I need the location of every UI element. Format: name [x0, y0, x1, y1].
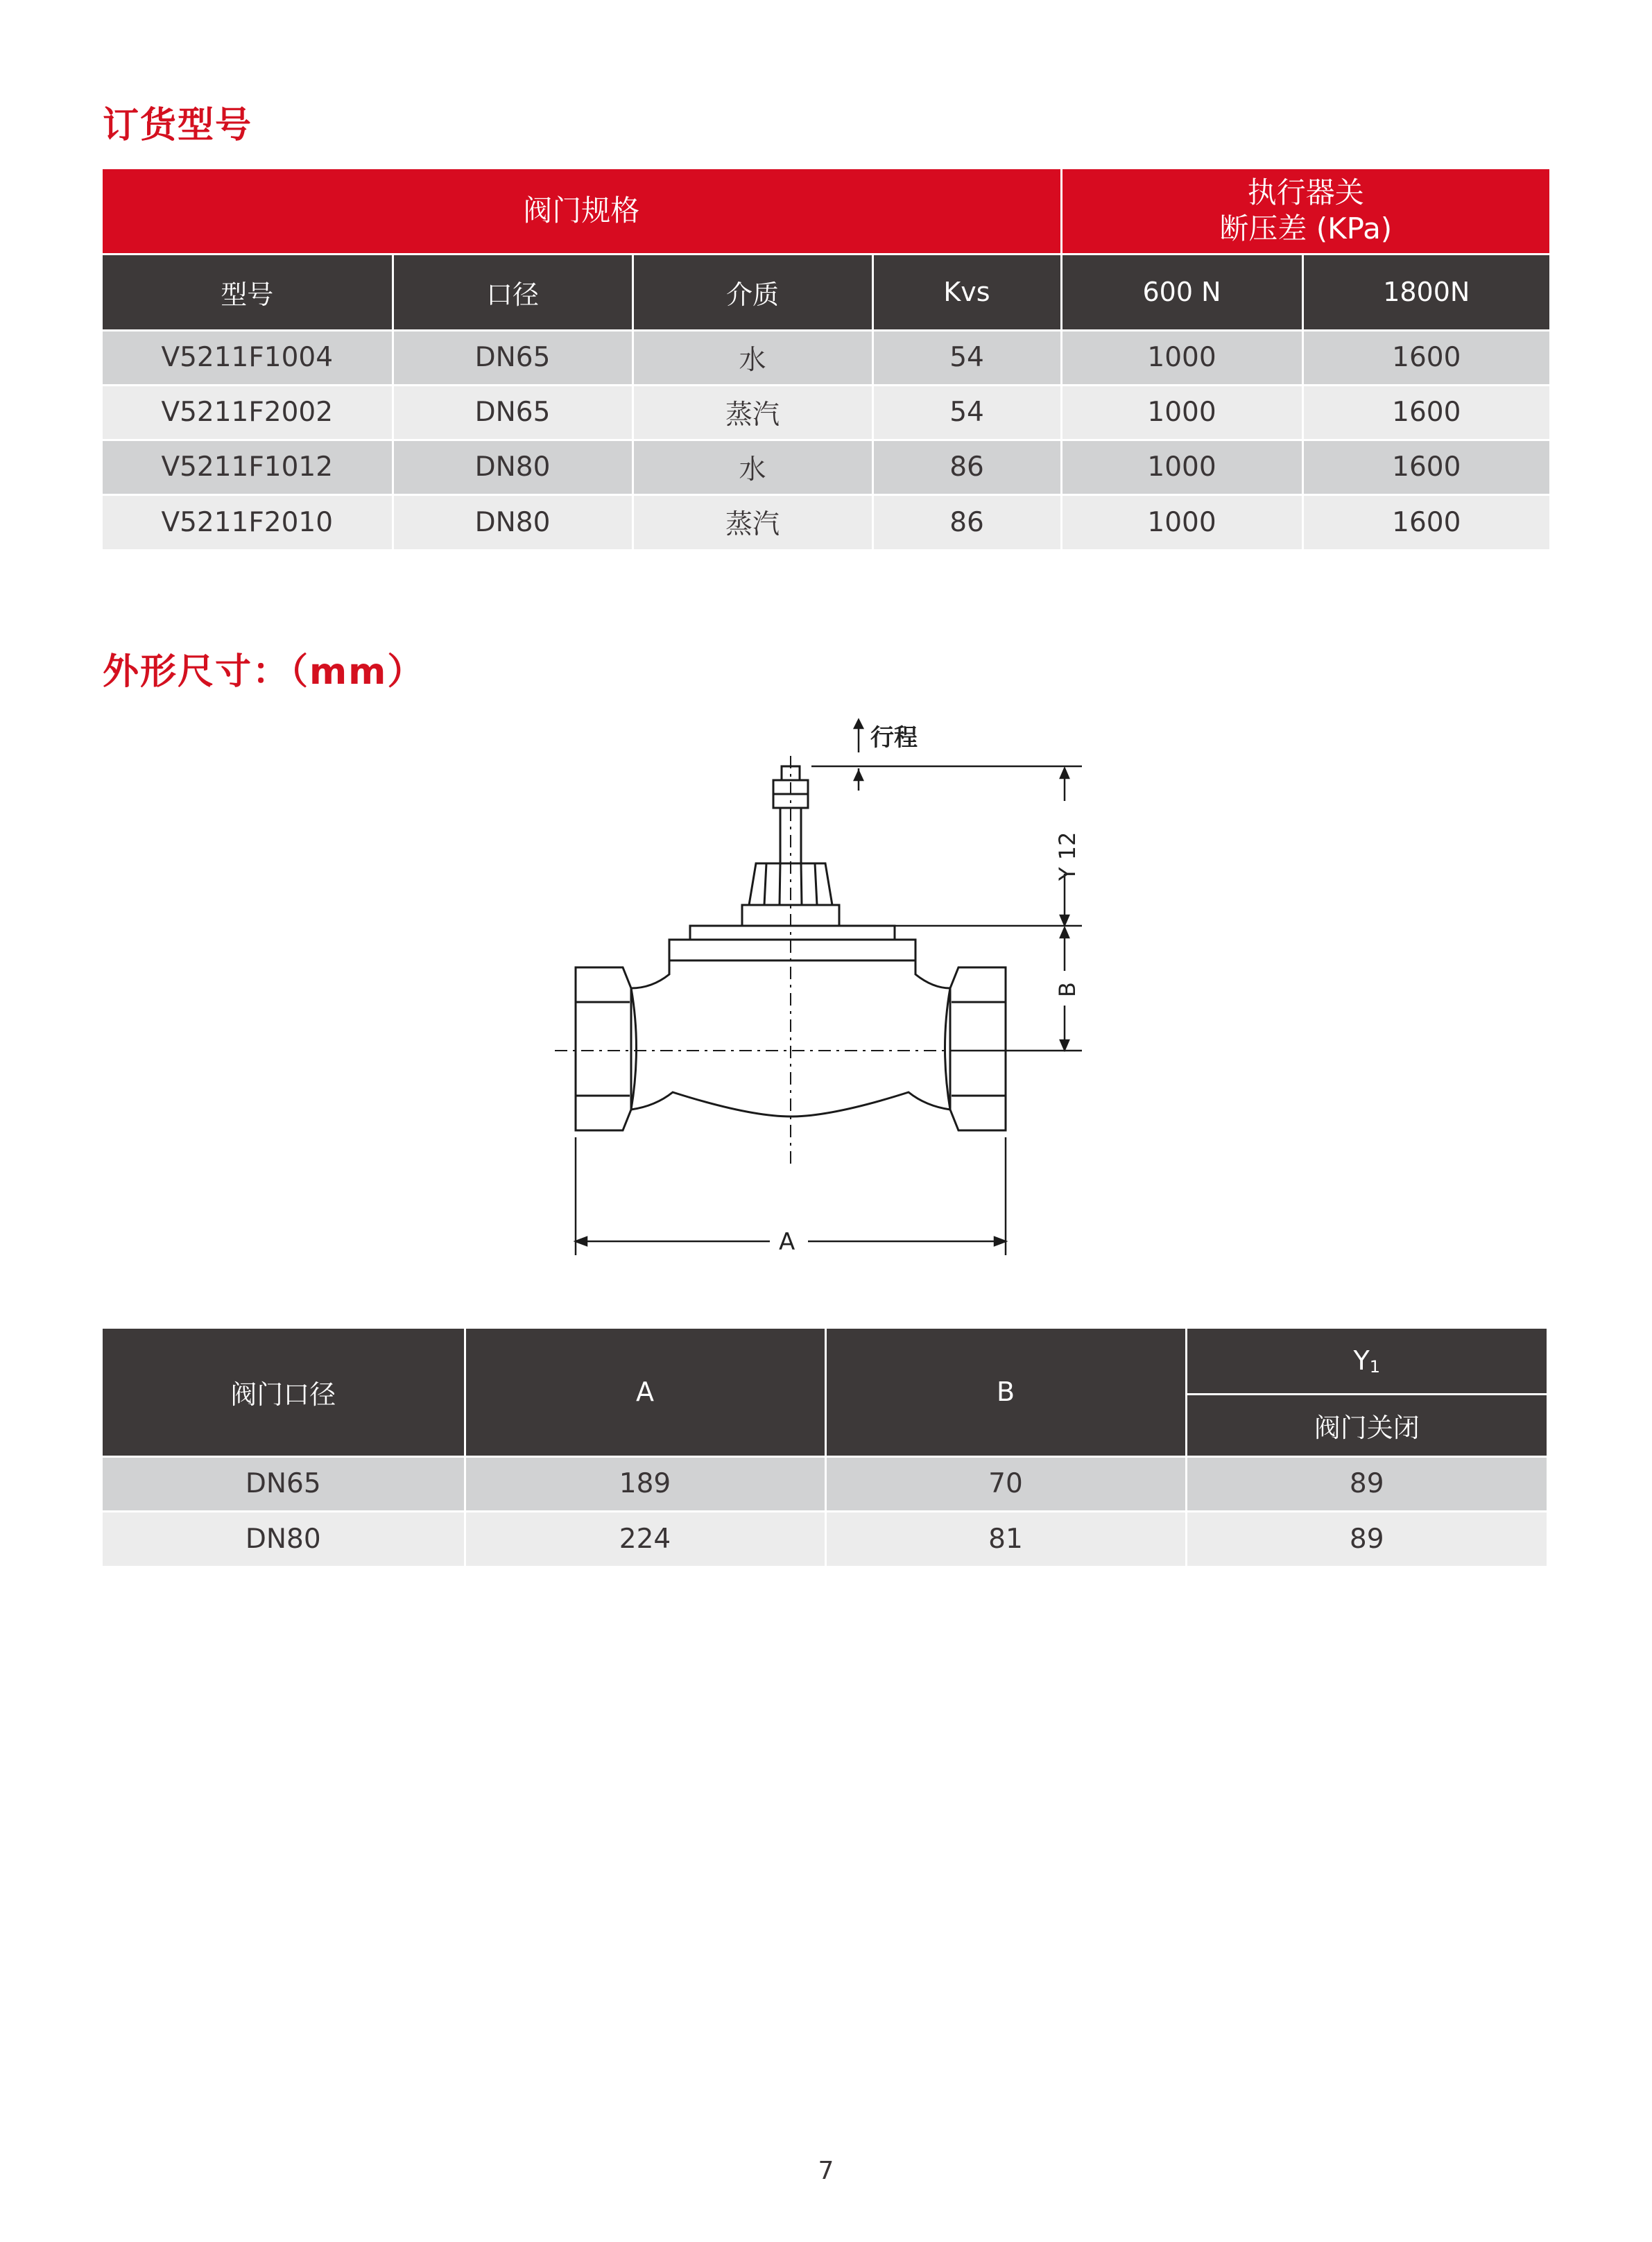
cell-600n: 1000	[1061, 385, 1302, 440]
valve-left-end	[576, 967, 631, 1130]
cell-valve-size: DN80	[103, 1511, 465, 1566]
cell-1800n: 1600	[1302, 385, 1549, 440]
column-header-size: 口径	[393, 254, 633, 330]
cell-1800n: 1600	[1302, 330, 1549, 385]
column-header-b: B	[825, 1329, 1186, 1456]
cell-y1: 89	[1186, 1456, 1547, 1511]
table-row	[103, 330, 1549, 385]
column-header-valve-closed: 阀门关闭	[1186, 1394, 1547, 1456]
table-row	[103, 1456, 1547, 1511]
cell-kvs: 54	[872, 330, 1061, 385]
cell-medium: 水	[633, 440, 872, 494]
cell-size: DN80	[393, 494, 633, 549]
cell-size: DN65	[393, 385, 633, 440]
valve-bonnet-flange	[669, 940, 915, 960]
table-row	[103, 440, 1549, 494]
cell-a: 224	[465, 1511, 825, 1566]
cell-model: V5211F1004	[103, 330, 393, 385]
y-label: Y	[1353, 1345, 1370, 1376]
dimension-b-label: B	[1054, 982, 1081, 997]
cell-kvs: 86	[872, 440, 1061, 494]
table-row	[103, 494, 1549, 549]
dimension-a-label: A	[779, 1228, 795, 1256]
cell-medium: 蒸汽	[633, 494, 872, 549]
cell-a: 189	[465, 1456, 825, 1511]
actuator-close-header-line2: 断压差 (KPa)	[1219, 212, 1393, 246]
cell-model: V5211F2010	[103, 494, 393, 549]
y-subscript: 1	[1369, 1356, 1380, 1377]
dimension-section-title: 外形尺寸：（mm）	[103, 651, 425, 693]
stroke-label: 行程	[870, 724, 918, 752]
column-header-kvs: Kvs	[872, 254, 1061, 330]
cell-b: 70	[825, 1456, 1186, 1511]
cell-valve-size: DN65	[103, 1456, 465, 1511]
cell-600n: 1000	[1061, 494, 1302, 549]
column-header-valve-size: 阀门口径	[103, 1329, 465, 1456]
dimension-y-label: Y 12	[1054, 831, 1081, 881]
actuator-close-pressure-header	[1061, 169, 1549, 254]
column-header-a: A	[465, 1329, 825, 1456]
order-table	[103, 169, 1549, 549]
cell-b: 81	[825, 1511, 1186, 1566]
column-header-y1	[1186, 1329, 1547, 1394]
cell-600n: 1000	[1061, 440, 1302, 494]
cell-size: DN65	[393, 330, 633, 385]
column-header-medium: 介质	[633, 254, 872, 330]
actuator-close-header-line1: 执行器关	[1247, 175, 1364, 209]
cell-600n: 1000	[1061, 330, 1302, 385]
page-number: 7	[818, 2157, 834, 2185]
valve-right-end	[950, 967, 1006, 1130]
cell-kvs: 54	[872, 385, 1061, 440]
table-row	[103, 1511, 1547, 1566]
order-section-title: 订货型号	[103, 105, 253, 146]
table-row	[103, 385, 1549, 440]
column-header-1800n: 1800N	[1302, 254, 1549, 330]
column-header-600n: 600 N	[1061, 254, 1302, 330]
cell-1800n: 1600	[1302, 494, 1549, 549]
column-header-model: 型号	[103, 254, 393, 330]
cell-kvs: 86	[872, 494, 1061, 549]
cell-model: V5211F1012	[103, 440, 393, 494]
cell-1800n: 1600	[1302, 440, 1549, 494]
cell-medium: 蒸汽	[633, 385, 872, 440]
cell-y1: 89	[1186, 1511, 1547, 1566]
dimension-table	[103, 1329, 1547, 1566]
valve-spec-header: 阀门规格	[103, 169, 1061, 254]
cell-model: V5211F2002	[103, 385, 393, 440]
valve-dimension-drawing	[541, 714, 1110, 1297]
cell-medium: 水	[633, 330, 872, 385]
cell-size: DN80	[393, 440, 633, 494]
